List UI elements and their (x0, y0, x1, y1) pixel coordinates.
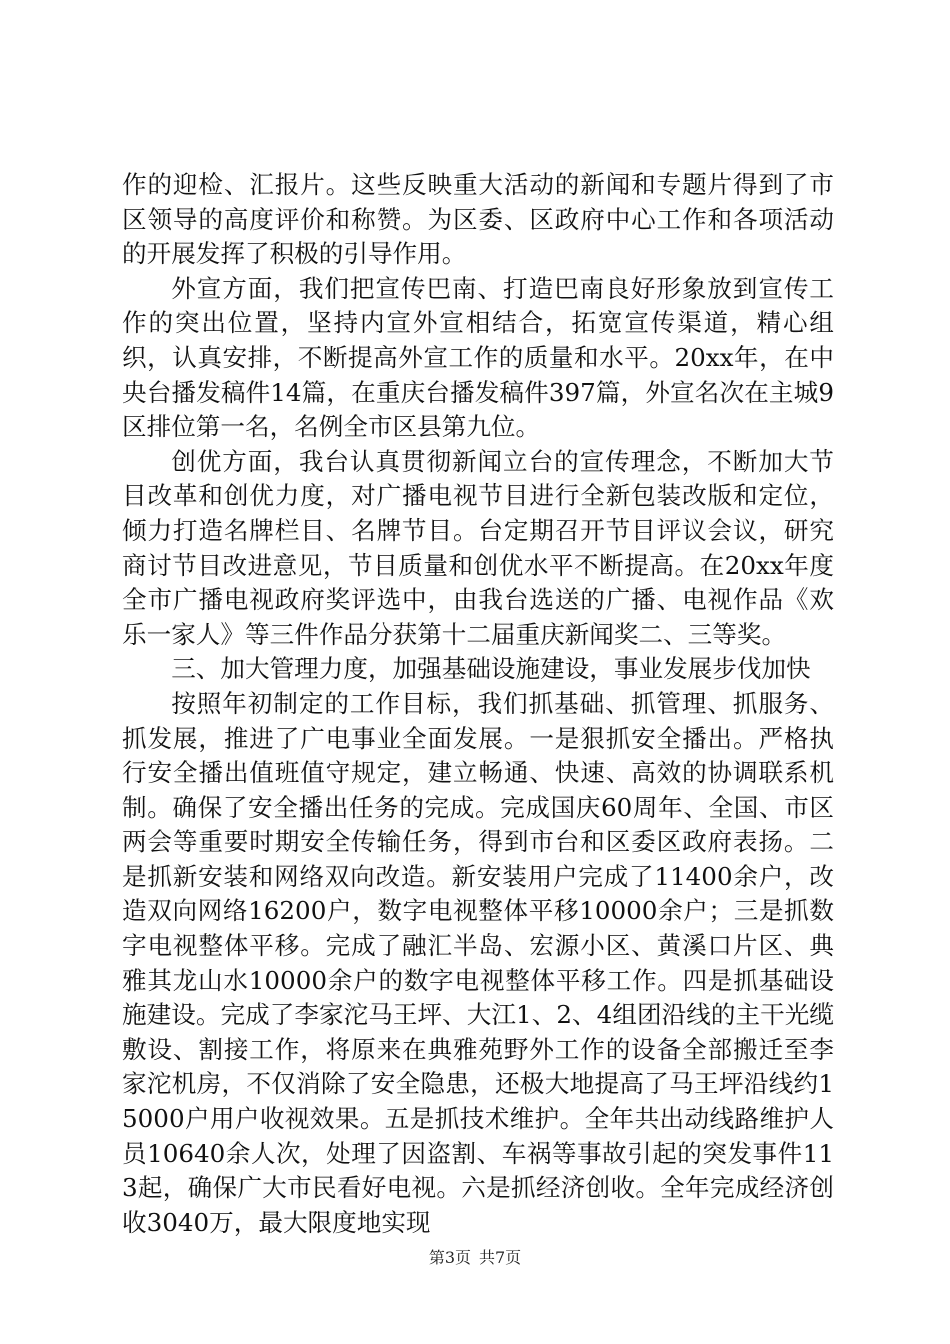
document-body (122, 168, 834, 1240)
paragraph-continuation: 作的迎检、汇报片。这些反映重大活动的新闻和专题片得到了市区领导的高度评价和称赞。为区委、区政府中心工作和各项活动的开展发挥了积极的引导作用。 (122, 170, 834, 269)
paragraph-work-goals: 按照年初制定的工作目标，我们抓基础、抓管理、抓服务、抓发展，推进了广电事业全面发展。一是狠抓安全播出。严格执行安全播出值班值守规定，建立畅通、快速、高效的协调联系机制。确保了安全播出任务的完成。完成国庆60周年、全国、市区两会等重要时期安全传输任务，得到市台和区委区政府表扬。二是抓新安装和网络双向改造。新安装用户完成了11400余户，改造双向网络16200户，数字电视整体平移10000余户；三是抓数字电视整体平移。完成了融汇半岛、宏源小区、黄溪口片区、典雅其龙山水10000余户的数字电视整体平移工作。四是抓基础设施建设。完成了李家沱马王坪、大江1、2、4组团沿线的主干光缆敷设、割接工作，将原来在典雅苑野外工作的设备全部搬迁至李家沱机房，不仅消除了安全隐患，还极大地提高了马王坪沿线约15000户用户收视效果。五是抓技术维护。全年共出动线路维护人员10640余人次，处理了因盗割、车祸等事故引起的突发事件113起，确保广大市民看好电视。六是抓经济创收。全年完成经济创收3040万，最大限度地实现 (122, 688, 834, 1237)
paragraph-program-excellence: 创优方面，我台认真贯彻新闻立台的宣传理念，不断加大节目改革和创优力度，对广播电视节目进行全新包装改版和定位，倾力打造名牌栏目、名牌节目。台定期召开节目评议会议，研究商讨节目改进意见，节目质量和创优水平不断提高。在20xx年度全市广播电视政府奖评选中，由我台选送的广播、电视作品《欢乐一家人》等三件作品分获第十二届重庆新闻奖二、三等奖。 (122, 446, 834, 649)
page-footer (0, 1248, 950, 1268)
section-heading-management: 三、加大管理力度，加强基础设施建设，事业发展步伐加快 (171, 654, 811, 684)
paragraph-external-publicity: 外宣方面，我们把宣传巴南、打造巴南良好形象放到宣传工作的突出位置，坚持内宣外宣相结合，拓宽宣传渠道，精心组织，认真安排，不断提高外宣工作的质量和水平。20xx年，在中央台播发稿件14篇，在重庆台播发稿件397篇，外宣名次在主城9区排位第一名，名例全市区县第九位。 (122, 273, 834, 442)
page-number: 第3页 (428, 1248, 471, 1267)
total-pages: 共7页 (479, 1248, 522, 1267)
